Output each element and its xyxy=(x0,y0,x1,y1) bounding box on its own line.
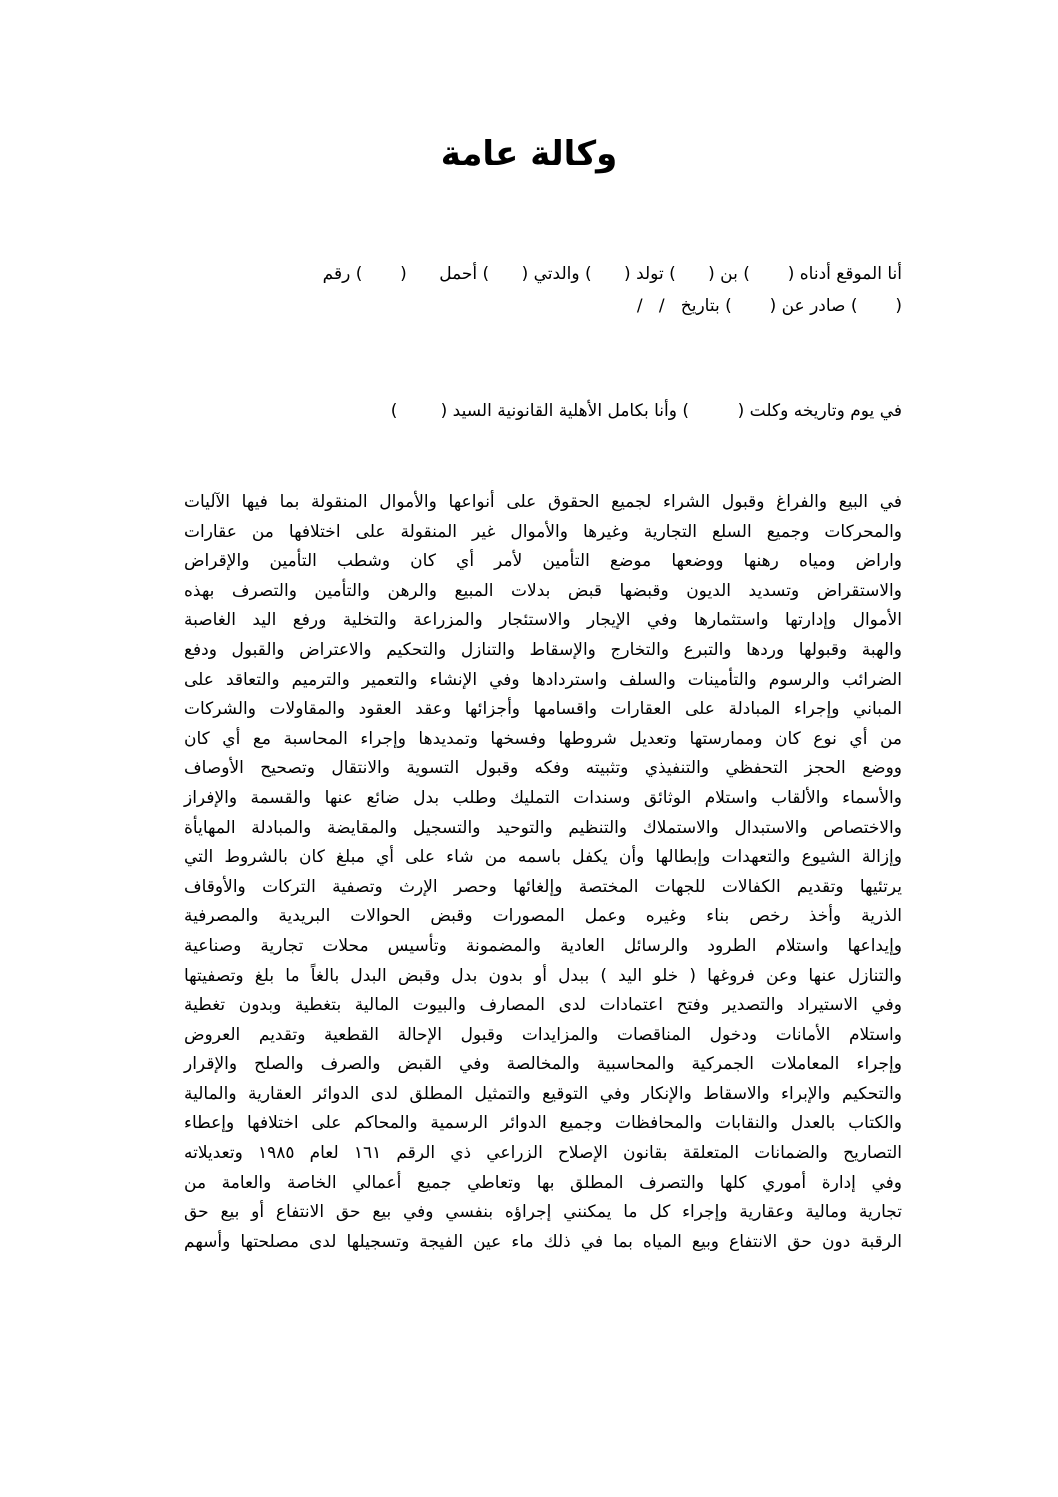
paragraph-line: من أي نوع كان وممارستها وتعديل شروطها وفسخها وتمديدها وإجراء المحاسبة مع أي كان xyxy=(184,728,902,749)
paragraph-line: والتحكيم والإبراء والاسقاط والإنكار وفي التوقيع والتمثيل المطلق لدى الدوائر العقارية والمالية xyxy=(184,1083,902,1104)
paragraph-line: والمحركات وجميع السلع التجارية وغيرها والأموال غير المنقولة على اختلافها من عقارات xyxy=(184,521,902,542)
paragraph-line: وفي الاستيراد والتصدير وفتح اعتمادات لدى المصارف والبيوت المالية بتغطية وبدون تغطية xyxy=(184,995,902,1016)
paragraph-line: المباني وإجراء المبادلة على العقارات واقسامها وأجزائها وعقد العقود والمقاولات والشركات xyxy=(184,699,902,720)
paragraph-line: الضرائب والرسوم والتأمينات والسلف واستردادها وفي الإنشاء والتعمير والترميم والتعاقد على xyxy=(184,669,902,690)
paragraph-line: واستلام الأمانات ودخول المناقصات والمزايدات وقبول الإحالة القطعية وتقديم العروض xyxy=(184,1024,902,1045)
paragraph-line: تجارية ومالية وعقارية وإجراء كل ما يمكنني إجراؤه بنفسي وفي بيع حق الانتفاع أو بيع حق xyxy=(184,1202,902,1223)
paragraph-line: يرتئيها وتقديم الكفالات للجهات المختصة وإلغائها وحصر الإرث وتصفية التركات والأوقاف xyxy=(184,876,902,897)
paragraph-line: والتنازل عنها وعن فروغها ( خلو اليد ) ببدل أو بدون بدل وقبض البدل بالغاً ما بلغ وتصفيتها xyxy=(184,965,902,986)
principal-details xyxy=(156,258,902,322)
paragraph-line: والأسماء والألقاب واستلام الوثائق وسندات التمليك وطلب بدل ضائع عنها والقسمة والإفراز xyxy=(184,787,902,808)
paragraph-line: والكتاب بالعدل والنقابات والمحافظات وجميع الدوائر الرسمية والمحاكم على اختلافها وإعطاء xyxy=(184,1113,902,1134)
paragraph-line: الذرية وأخذ رخص بناء وغيره وعمل المصورات وقبض الحوالات البريدية والمصرفية xyxy=(184,906,902,927)
paragraph-line: والاختصاص والاستبدال والاستملاك والتنظيم والتوحيد والتسجيل والمقايضة والمبادلة المهايأة xyxy=(184,817,902,838)
paragraph-line: الأموال وإدارتها واستثمارها وفي الإيجار والاستئجار والمزراعة والتخلية ورفع اليد الغاصبة xyxy=(184,610,902,631)
paragraph-line: الرقبة دون حق الانتفاع وبيع المياه بما في ذلك ماء عين الفيجة وتسجيلها لدى مصلحتها وأسهم xyxy=(184,1231,902,1252)
principal-details-line: أنا الموقع أدناه ( ) بن ( ) تولد ( ) والدتي ( ) أحمل ( ) رقم xyxy=(322,264,902,284)
paragraph-line: التصاريح والضمانات المتعلقة بقانون الإصلاح الزراعي ذي الرقم ١٦١ لعام ١٩٨٥ وتعديلاته xyxy=(184,1143,903,1164)
paragraph-line: وإجراء المعاملات الجمركية والمحاسبية والمخالصة وفي القبض والصرف والصلح والإقرار xyxy=(184,1054,902,1075)
paragraph-line: والاستقراض وتسديد الديون وقبضها قبض بدلات المبيع والرهن والتأمين والتصرف بهذه xyxy=(184,580,902,601)
paragraph-line: وإزالة الشيوع والتعهدات وإبطالها وأن يكفل باسمه من شاء على أي مبلغ كان بالشروط التي xyxy=(184,847,902,868)
powers-paragraph xyxy=(184,488,902,1257)
paragraph-line: والهبة وقبولها وردها والتبرع والتخارج والإسقاط والتنازل والتحكيم والاعتراض والقبول ودفع xyxy=(184,639,902,660)
paragraph-line: وإيداعها واستلام الطرود والرسائل العادية والمضمونة وتأسيس محلات تجارية وصناعية xyxy=(184,935,902,956)
mandate-statement: في يوم وتاريخه وكلت ( ) وأنا بكامل الأهلية القانونية السيد ( ) xyxy=(390,401,902,421)
paragraph-line: واراض ومياه رهنها ووضعها موضع التأمين لأمر أي كان وشطب التأمين والإقراض xyxy=(184,551,902,572)
principal-details-line: ( ) صادر عن ( ) بتاريخ / / xyxy=(636,296,902,316)
paragraph-line: وفي إدارة أموري كلها والتصرف المطلق بها وتعاطي جميع أعمالي الخاصة والعامة من xyxy=(184,1172,902,1193)
paragraph-line: في البيع والفراغ وقبول الشراء لجميع الحقوق على أنواعها والأموال المنقولة بما فيها الآليات xyxy=(184,492,902,512)
document-title: وكالة عامة xyxy=(440,134,618,174)
paragraph-line: ووضع الحجز التحفظي والتنفيذي وتثبيته وفكه وقبول التسوية والانتقال وتصحيح الأوصاف xyxy=(184,758,902,779)
